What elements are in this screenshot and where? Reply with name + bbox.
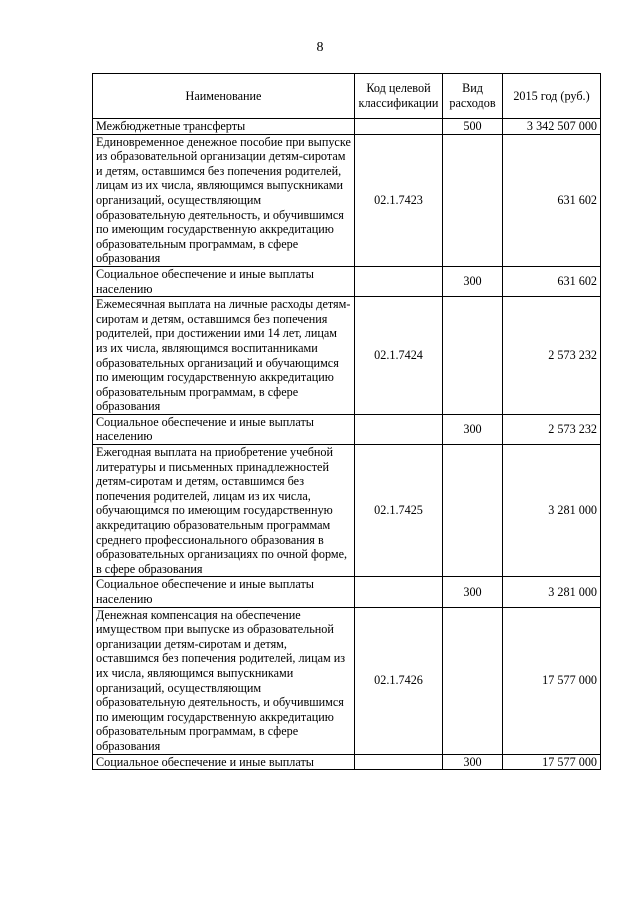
row-sum: 17 577 000 <box>503 754 601 770</box>
row-sum: 3 281 000 <box>503 445 601 577</box>
row-sum: 17 577 000 <box>503 607 601 754</box>
row-type <box>443 297 503 415</box>
table-row <box>93 445 601 577</box>
row-code <box>355 119 443 135</box>
table-row <box>93 577 601 607</box>
row-sum: 631 602 <box>503 134 601 266</box>
table-row <box>93 754 601 770</box>
table-row <box>93 414 601 444</box>
row-code <box>355 414 443 444</box>
row-code: 02.1.7426 <box>355 607 443 754</box>
row-type: 500 <box>443 119 503 135</box>
row-type <box>443 607 503 754</box>
table-header-row <box>93 74 601 119</box>
row-name: Денежная компенсация на обеспечение имуществом при выпуске из образовательной организации детям-сиротам и детям, оставшимся без попечения родителей, лицам из их числа, являющимся выпускниками организаций, осуществляющим образовательную деятельность, и обучившимся по имеющим государственную аккредитацию образовательным программам, в сфере образования <box>93 607 355 754</box>
row-name: Социальное обеспечение и иные выплаты населению <box>93 577 355 607</box>
table-row <box>93 607 601 754</box>
row-sum: 3 281 000 <box>503 577 601 607</box>
row-sum: 631 602 <box>503 266 601 296</box>
row-type: 300 <box>443 266 503 296</box>
row-code: 02.1.7423 <box>355 134 443 266</box>
page-number: 8 <box>316 40 324 55</box>
table-row <box>93 266 601 296</box>
row-name: Социальное обеспечение и иные выплаты населению <box>93 266 355 296</box>
row-code <box>355 754 443 770</box>
row-sum: 2 573 232 <box>503 297 601 415</box>
row-type: 300 <box>443 577 503 607</box>
row-code <box>355 266 443 296</box>
row-code: 02.1.7424 <box>355 297 443 415</box>
row-code <box>355 577 443 607</box>
row-name: Межбюджетные трансферты <box>93 119 355 135</box>
header-code: Код целевой классификации <box>355 74 443 119</box>
row-name: Социальное обеспечение и иные выплаты <box>93 754 355 770</box>
row-sum: 3 342 507 000 <box>503 119 601 135</box>
row-name: Социальное обеспечение и иные выплаты населению <box>93 414 355 444</box>
header-sum: 2015 год (руб.) <box>503 74 601 119</box>
row-type <box>443 445 503 577</box>
row-type: 300 <box>443 754 503 770</box>
table-row <box>93 134 601 266</box>
row-sum: 2 573 232 <box>503 414 601 444</box>
row-type <box>443 134 503 266</box>
row-name: Ежегодная выплата на приобретение учебной литературы и письменных принадлежностей детям-сиротам и детям, оставшимся без попечения родителей, лицам из их числа, обучающимся по имеющим государственную аккредитацию образовательным программам среднего профессионального образования в образовательных организациях по очной форме, в сфере образования <box>93 445 355 577</box>
row-name: Единовременное денежное пособие при выпуске из образовательной организации детям-сиротам и детям, оставшимся без попечения родителей, лицам из их числа, являющимся выпускниками организаций, осуществляющим образовательную деятельность, и обучившимся по имеющим государственную аккредитацию образовательным программам, в сфере образования <box>93 134 355 266</box>
row-name: Ежемесячная выплата на личные расходы детям-сиротам и детям, оставшимся без попечения родителей, при достижении ими 14 лет, лицам из их числа, являющимся воспитанниками образовательных организаций и обучающимся по имеющим государственную аккредитацию образовательным программам, в сфере образования <box>93 297 355 415</box>
header-name: Наименование <box>93 74 355 119</box>
table-row <box>93 119 601 135</box>
header-type: Вид расходов <box>443 74 503 119</box>
row-code: 02.1.7425 <box>355 445 443 577</box>
row-type: 300 <box>443 414 503 444</box>
budget-table <box>92 73 601 770</box>
table-row <box>93 297 601 415</box>
